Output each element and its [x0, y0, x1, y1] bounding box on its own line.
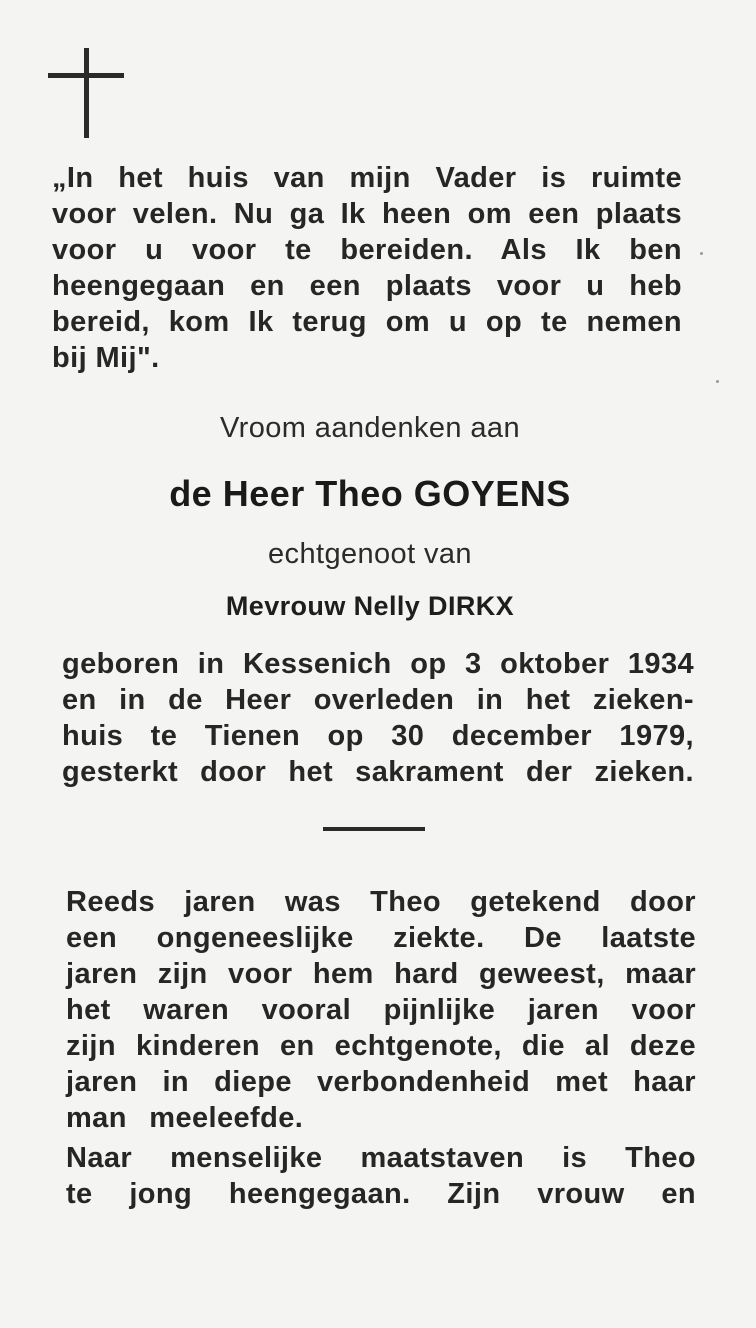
deceased-name: de Heer Theo GOYENS — [169, 473, 571, 514]
bio-line: huis te Tienen op 30 december 1979, — [62, 720, 694, 752]
quote-line: heengegaan en een plaats voor u heb — [52, 270, 682, 302]
bio-line: gesterkt door het sakrament der zieken. — [62, 756, 694, 788]
story-line: jaren zijn voor hem hard geweest, maar — [66, 958, 696, 990]
story-line: man meeleefde. — [66, 1102, 304, 1134]
story-line: Reeds jaren was Theo getekend door — [66, 886, 696, 918]
quote-line: bereid, kom Ik terug om u op te nemen — [52, 306, 682, 338]
story-line: het waren vooral pijnlijke jaren voor — [66, 994, 696, 1026]
quote-line: voor velen. Nu ga Ik heen om een plaats — [52, 198, 682, 230]
bio-line: en in de Heer overleden in het zieken- — [62, 684, 694, 716]
story-line: te jong heengegaan. Zijn vrouw en — [66, 1178, 696, 1210]
tribute-heading: Vroom aandenken aan — [220, 412, 520, 444]
story-line: Naar menselijke maatstaven is Theo — [66, 1142, 696, 1174]
story-line: jaren in diepe verbondenheid met haar — [66, 1066, 696, 1098]
print-speck — [716, 380, 719, 383]
quote-line: „In het huis van mijn Vader is ruimte — [52, 162, 682, 194]
spouse-name: Mevrouw Nelly DIRKX — [225, 591, 515, 621]
section-divider — [323, 827, 425, 831]
quote-line: voor u voor te bereiden. Als Ik ben — [52, 234, 682, 266]
print-speck — [700, 252, 703, 255]
story-line: een ongeneeslijke ziekte. De laatste — [66, 922, 696, 954]
bio-line: geboren in Kessenich op 3 oktober 1934 — [62, 648, 694, 680]
spouse-label: echtgenoot van — [268, 538, 472, 570]
quote-line: bij Mij". — [52, 342, 160, 374]
story-line: zijn kinderen en echtgenote, die al deze — [66, 1030, 696, 1062]
